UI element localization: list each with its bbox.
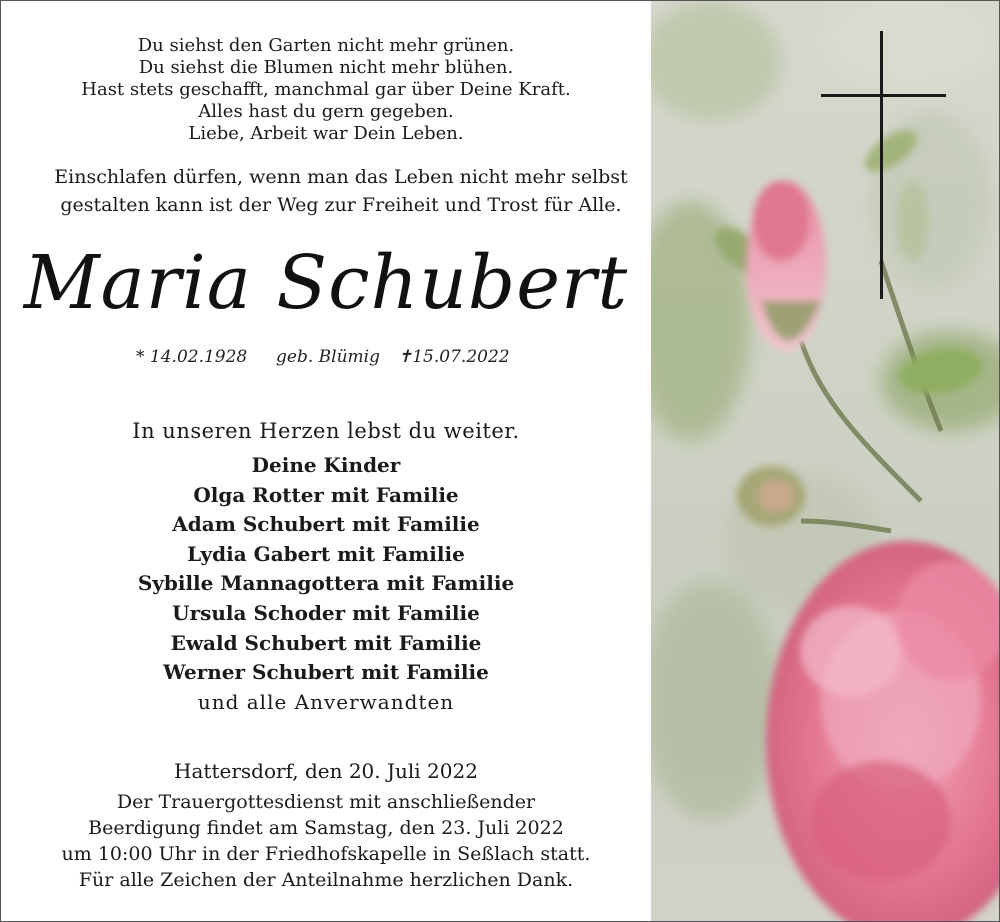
poem-line: Du siehst die Blumen nicht mehr blühen. (138, 57, 514, 78)
mourner: Ursula Schoder mit Familie (172, 600, 480, 625)
mourner: Lydia Gabert mit Familie (187, 541, 465, 566)
pink-roses-photo (651, 1, 999, 921)
mourner: Adam Schubert mit Familie (172, 512, 480, 537)
birth-date: * 14.02.1928 (136, 347, 248, 367)
service-line: Der Trauergottesdienst mit anschließender (116, 791, 536, 813)
service-info (1, 789, 651, 893)
poem-line: Du siehst den Garten nicht mehr grünen. (137, 35, 515, 56)
mourner: Werner Schubert mit Familie (163, 660, 489, 685)
place-date: Hattersdorf, den 20. Juli 2022 (174, 759, 478, 783)
quote (1, 163, 681, 219)
poem-line: Alles hast du gern gegeben. (198, 101, 454, 122)
mourner: Sybille Mannagottera mit Familie (137, 571, 515, 596)
text-column (1, 1, 651, 921)
poem-line: Liebe, Arbeit war Dein Leben. (188, 123, 464, 144)
mourner: Deine Kinder (251, 453, 401, 477)
mourners-intro: In unseren Herzen lebst du weiter. (132, 419, 520, 443)
maiden-name: geb. Blümig (276, 347, 380, 367)
poem (1, 35, 651, 145)
quote-line: Einschlafen dürfen, wenn man das Leben nicht mehr selbst (54, 166, 628, 188)
service-line: um 10:00 Uhr in der Friedhofskapelle in Seßlach statt. (61, 843, 591, 865)
quote-line: gestalten kann ist der Weg zur Freiheit und Trost für Alle. (60, 194, 622, 216)
mourners-closing: und alle Anverwandten (197, 689, 455, 714)
mourner: Olga Rotter mit Familie (193, 482, 459, 507)
death-date: ✝15.07.2022 (398, 347, 510, 367)
mourners-list (1, 451, 651, 717)
mourner: Ewald Schubert mit Familie (170, 630, 482, 655)
cross-icon (651, 1, 999, 921)
service-line: Für alle Zeichen der Anteilnahme herzlichen Dank. (78, 869, 574, 891)
service-line: Beerdigung findet am Samstag, den 23. Juli 2022 (88, 817, 564, 839)
deceased-name: Maria Schubert (23, 240, 629, 326)
poem-line: Hast stets geschafft, manchmal gar über Deine Kraft. (81, 79, 571, 100)
